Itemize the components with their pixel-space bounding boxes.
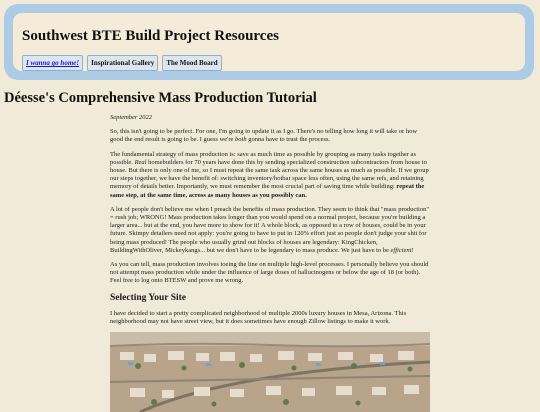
site-header: [4, 4, 534, 80]
aerial-neighborhood-image: [110, 332, 430, 412]
paragraph-strategy: The fundamental strategy of mass production is: save as much time as possible by grouping as many tasks together as possible. Real homebuilders for 70 years have done this by sending specialized construction subcontractors from house to house. But there is only one of me, so I must repeat the same task across the same houses as much as possible. If we group our steps together, we have the benefit of: switching inventory/hotbar space less often, using the same refs, and retaining memory of details better. Importantly, we must remember the most crucial part of saving time while building: repeat the same step, at the same time, across as many houses as you possibly can.: [110, 150, 429, 199]
nav-gallery-button[interactable]: Inspirational Gallery: [87, 55, 158, 71]
paragraph-warning: As you can tell, mass production involves toeing the line on multiple high-level processes. I personally believe you should not attempt mass production while under the influence of large doses of hallucinogens or below the age of 18 (or both). Feel free to log onto BTESW and prove me wrong.: [110, 261, 429, 285]
section-title-site: Selecting Your Site: [110, 292, 186, 303]
site-title: Southwest BTE Build Project Resources: [22, 28, 279, 44]
site-header-inner: [13, 13, 525, 71]
nav-home-link[interactable]: I wanna go home!: [22, 55, 83, 71]
article-body: [110, 114, 430, 412]
page-title: Déesse's Comprehensive Mass Production Tutorial: [4, 90, 317, 106]
nav-moodboard-button[interactable]: The Mood Board: [162, 55, 221, 71]
paragraph-intro: So, this isn't going to be perfect. For one, I'm going to update it as I go. There's no telling how long it will take or how good the end result is going to be. I guess we're both gonna have to trust the process.: [110, 128, 418, 144]
article-date: September 2022: [110, 114, 153, 121]
aerial-photo-art: [110, 332, 430, 412]
paragraph-belief: A lot of people don't believe me when I preach the benefits of mass production. They seem to think that "mass production" = rush job; WRONG! Mass production takes longer than you would spend on a normal project, because you're building a larger area... but at the end, you have more to show for it! A whole block, as opposed to a row of houses, could be in your future. Skimpy detailers need not apply: you're going to have to put in 120% effort just so people don't judge your shit for being mass produced! The people who usually grind out blocks of houses are legendary: KingChicken, BuildingWithOliver, Mickeykangs... but we don't have to be legendary to mass produce. We just have to be efficient!: [110, 205, 430, 254]
paragraph-site: I have decided to start a pretty complicated neighborhood of multiple 2000s luxury houses in Mesa, Arizona. This neighborhood may not have street view, but it does sometimes have enough Zillow listings to make it work.: [110, 309, 407, 326]
site-nav: [22, 55, 222, 71]
